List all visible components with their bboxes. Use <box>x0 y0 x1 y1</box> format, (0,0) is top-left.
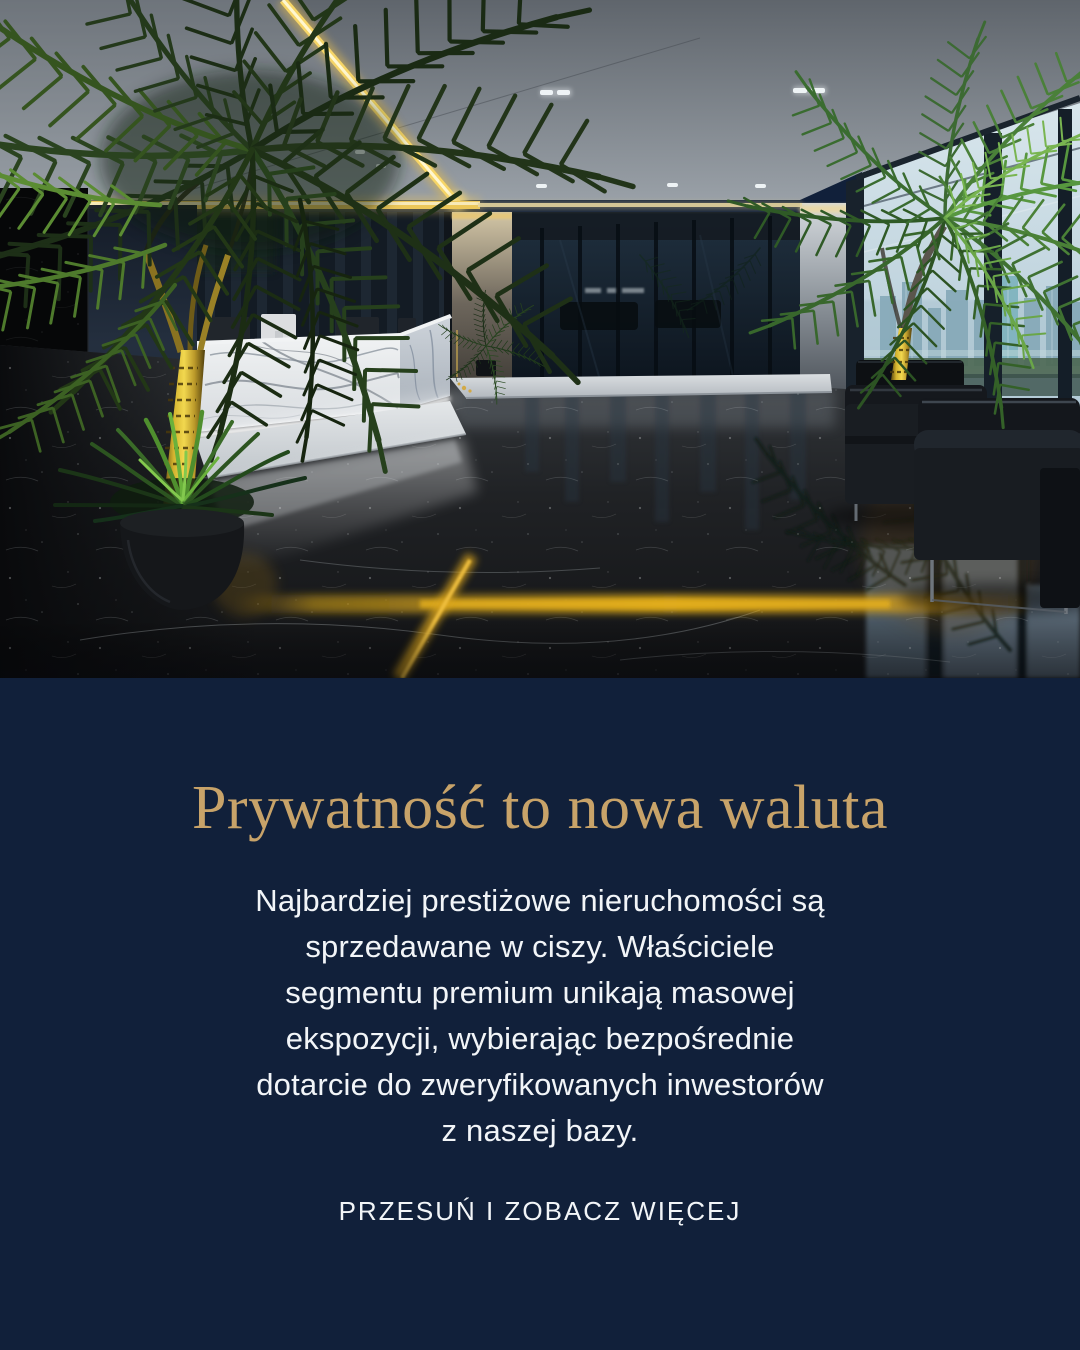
sign-text-blur <box>585 288 644 293</box>
swipe-caption: PRZESUŃ I ZOBACZ WIĘCEJ <box>338 1196 742 1227</box>
body-line: sprzedawane w ciszy. Właściciele <box>305 929 775 965</box>
glass-lounge <box>512 212 800 390</box>
body-text <box>255 878 825 1154</box>
body-line: Najbardziej prestiżowe nieruchomości są <box>255 883 825 919</box>
body-line: segmentu premium unikają masowej <box>285 975 795 1011</box>
body-line: dotarcie do zweryfikowanych inwestorów <box>256 1067 824 1103</box>
headline: Prywatność to nowa waluta <box>191 774 889 842</box>
body-line: ekspozycji, wybierając bezpośrednie <box>285 1021 795 1057</box>
body-line: z naszej bazy. <box>441 1113 639 1149</box>
text-panel <box>0 677 1080 1350</box>
photo-vignette <box>0 620 1080 678</box>
